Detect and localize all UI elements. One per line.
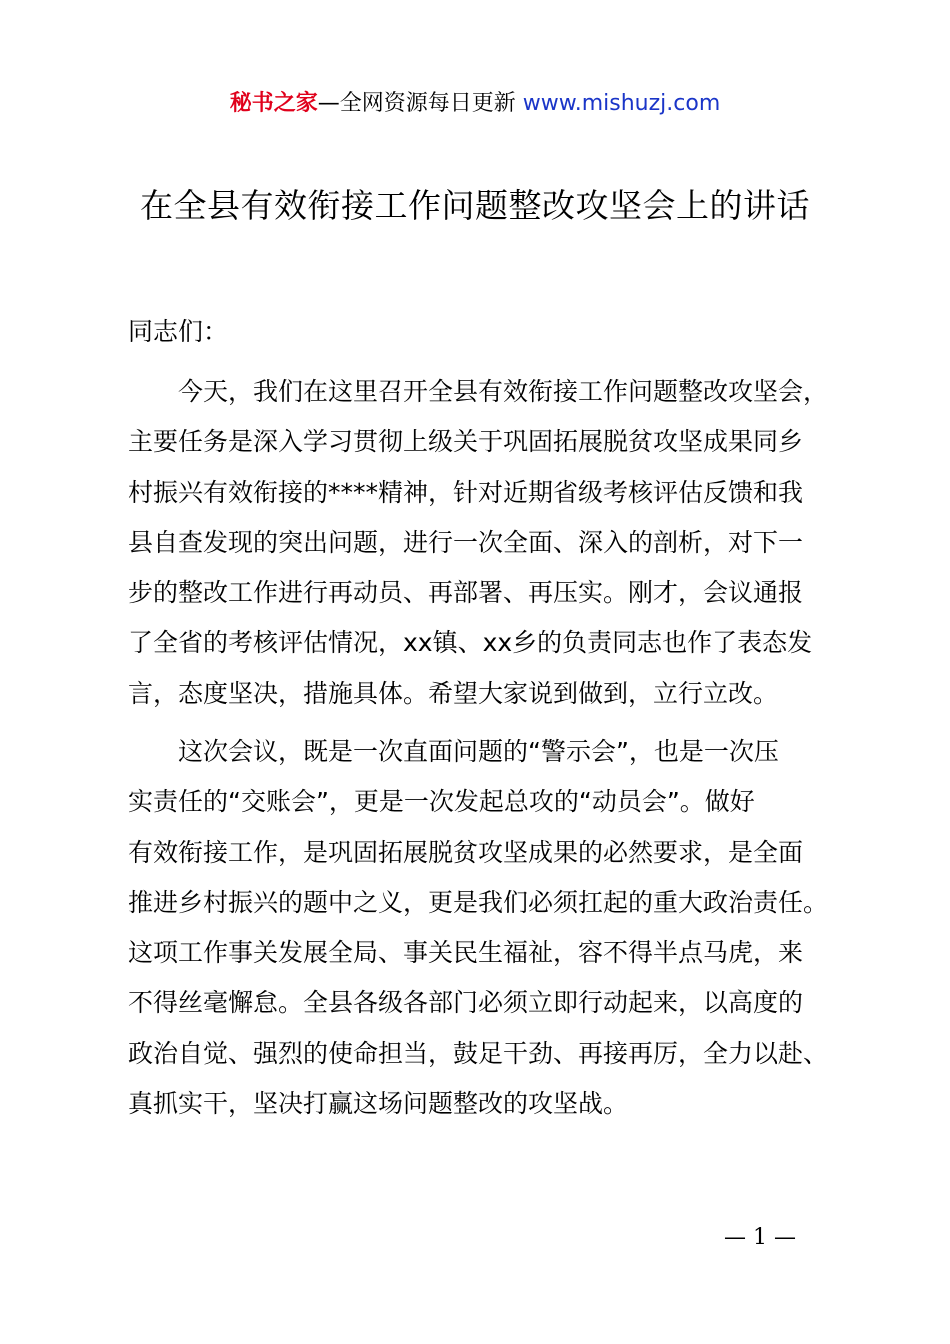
paragraph-line: 县自查发现的突出问题，进行一次全面、深入的剖析，对下一	[128, 527, 804, 557]
paragraph-line: 这项工作事关发展全局、事关民生福祉，容不得半点马虎，来	[128, 938, 804, 968]
brand-url: www.mishuzj.com	[522, 91, 721, 116]
paragraph-line: 有效衔接工作，是巩固拓展脱贫攻坚成果的必然要求，是全面	[128, 837, 804, 867]
paragraph-2	[128, 727, 828, 1129]
brand-slogan: —全网资源每日更新	[317, 91, 516, 116]
paragraph-line: 真抓实干，坚决打赢这场问题整改的攻坚战。	[128, 1089, 629, 1119]
paragraph-line: 这次会议，既是一次直面问题的“警示会”，也是一次压	[178, 737, 779, 766]
paragraph-line: 步的整改工作进行再动员、再部署、再压实。刚才，会议通报	[128, 578, 804, 608]
paragraph-line: 不得丝毫懈怠。全县各级各部门必须立即行动起来，以高度的	[128, 988, 804, 1018]
paragraph-line: 推进乡村振兴的题中之义，更是我们必须扛起的重大政治责任。	[128, 887, 829, 917]
paragraph-line: 政治自觉、强烈的使命担当，鼓足干劲、再接再厉，全力以赴、	[128, 1038, 829, 1068]
page-number: — 1 —	[724, 1225, 796, 1250]
paragraph-line: 村振兴有效衔接的****精神，针对近期省级考核评估反馈和我	[128, 477, 804, 507]
paragraph-line: 言，态度坚决，措施具体。希望大家说到做到，立行立改。	[128, 678, 779, 708]
document-title: 在全县有效衔接工作问题整改攻坚会上的讲话	[140, 186, 810, 225]
site-banner	[0, 88, 950, 120]
paragraph-line: 了全省的考核评估情况，xx镇、xx乡的负责同志也作了表态发	[128, 628, 813, 658]
paragraph-line: 主要任务是深入学习贯彻上级关于巩固拓展脱贫攻坚成果同乡	[128, 427, 804, 457]
paragraph-line: 今天，我们在这里召开全县有效衔接工作问题整改攻坚会，	[178, 377, 829, 406]
brand-name: 秘书之家	[229, 91, 318, 116]
paragraph-1	[128, 367, 828, 719]
paragraph-line: 实责任的“交账会”，更是一次发起总攻的“动员会”。做好	[128, 787, 755, 817]
salutation: 同志们：	[128, 317, 229, 346]
